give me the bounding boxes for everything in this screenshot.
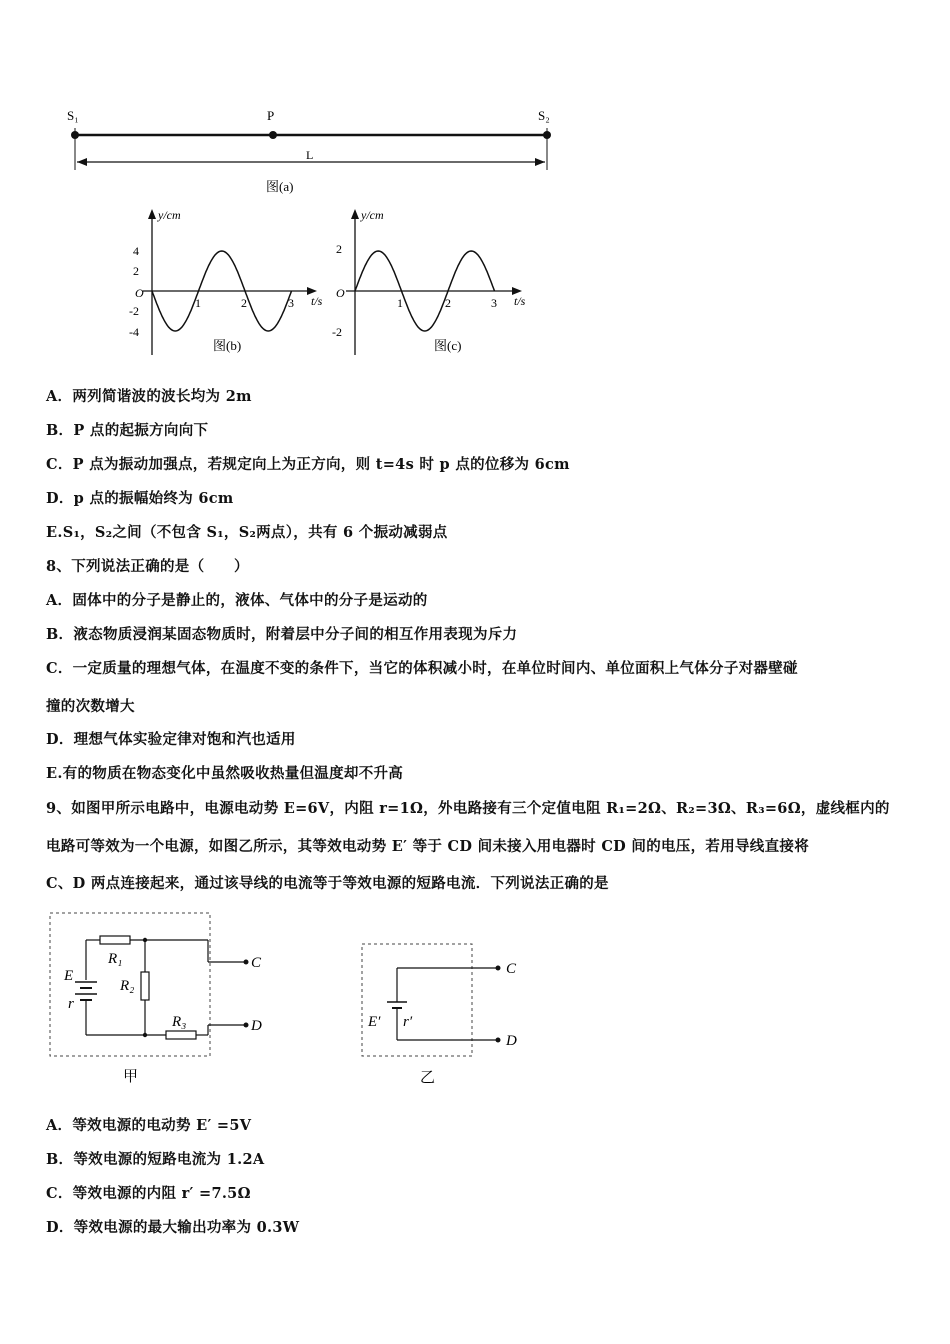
- terminal-c: [496, 966, 501, 971]
- t-axis-label: t/s: [514, 294, 526, 308]
- q9-option-d: D．等效电源的最大输出功率为 0.3W: [46, 1219, 300, 1236]
- figure-c-caption: 图(c): [434, 338, 462, 353]
- circuit-yi: [358, 940, 538, 1090]
- y-tick-label: -4: [129, 325, 139, 339]
- y-axis-label: y/cm: [361, 208, 384, 222]
- c-label: C: [251, 955, 262, 971]
- resistor-r1: [100, 936, 130, 944]
- q9-option-b: B．等效电源的短路电流为 1.2A: [46, 1151, 265, 1168]
- q7-option-c: C．P 点为振动加强点，若规定向上为正方向，则 t=4s 时 p 点的位移为 6cm: [46, 456, 570, 473]
- q8-option-c-cont: 撞的次数增大: [46, 698, 135, 715]
- q7-option-b: B．P 点的起振方向向下: [46, 422, 209, 439]
- t-axis-label: t/s: [311, 294, 323, 308]
- q9-option-c: C．等效电源的内阻 r′ =7.5Ω: [46, 1185, 251, 1202]
- r1-label: R₁: [108, 951, 123, 967]
- circuit-jia-caption: 甲: [123, 1069, 139, 1085]
- resistor-r3: [166, 1031, 196, 1039]
- figure-b-caption: 图(b): [213, 338, 242, 353]
- t-tick-label: 2: [445, 296, 451, 310]
- q7-option-a: A．两列简谐波的波长均为 2m: [46, 388, 252, 405]
- y-tick-label: 2: [133, 264, 139, 278]
- e-prime-label: E′: [368, 1014, 381, 1030]
- y-tick-label: 2: [336, 242, 342, 256]
- resistor-r2: [141, 972, 149, 1000]
- d-label: D: [506, 1033, 517, 1049]
- y-tick-label: -2: [129, 304, 139, 318]
- q8-option-d: D．理想气体实验定律对饱和汽也适用: [46, 731, 296, 748]
- r-prime-label: r′: [403, 1014, 413, 1030]
- c-label: C: [506, 961, 517, 977]
- s1-label: S₁: [67, 108, 79, 123]
- e-label: E: [64, 968, 74, 984]
- y-tick-label: -2: [332, 325, 342, 339]
- q9-stem-line: 电路可等效为一个电源，如图乙所示，其等效电动势 E′ 等于 CD 间未接入用电器时 CD 间的电压，若用导线直接将: [46, 838, 809, 855]
- q7-option-d: D．p 点的振幅始终为 6cm: [46, 490, 234, 507]
- q8-option-a: A．固体中的分子是静止的，液体、气体中的分子是运动的: [46, 592, 428, 609]
- length-label: L: [306, 148, 314, 162]
- terminal-c: [244, 960, 249, 965]
- q7-option-e: E.S₁，S₂之间（不包含 S₁，S₂两点），共有 6 个振动减弱点: [46, 524, 448, 541]
- q9-option-a: A．等效电源的电动势 E′ =5V: [46, 1117, 252, 1134]
- y-tick-label: 4: [133, 244, 139, 258]
- origin-label: O: [336, 286, 345, 300]
- origin-label: O: [135, 286, 144, 300]
- y-axis-label: y/cm: [158, 208, 181, 222]
- figure-a-caption: 图(a): [266, 179, 294, 194]
- p-label: P: [267, 108, 275, 123]
- terminal-d: [244, 1023, 249, 1028]
- circuit-yi-caption: 乙: [420, 1070, 436, 1086]
- t-tick-label: 3: [491, 296, 497, 310]
- r2-label: R₂: [120, 978, 135, 994]
- q8-option-e: E.有的物质在物态变化中虽然吸收热量但温度却不升高: [46, 765, 404, 782]
- terminal-d: [496, 1038, 501, 1043]
- d-label: D: [251, 1018, 262, 1034]
- figure-b: [125, 205, 335, 365]
- q9-stem-line: C、D 两点连接起来，通过该导线的电流等于等效电源的短路电流．下列说法正确的是: [46, 875, 609, 892]
- p-point: [269, 131, 277, 139]
- t-tick-label: 3: [288, 296, 294, 310]
- r-label: r: [68, 996, 74, 1012]
- figure-c: [328, 205, 543, 365]
- figure-a: [60, 100, 570, 200]
- q8-option-b: B．液态物质浸润某固态物质时，附着层中分子间的相互作用表现为斥力: [46, 626, 518, 643]
- s2-label: S₂: [538, 108, 550, 123]
- t-tick-label: 1: [397, 296, 403, 310]
- dashed-box: [362, 944, 472, 1056]
- r3-label: R₃: [172, 1014, 187, 1030]
- t-tick-label: 1: [195, 296, 201, 310]
- q9-stem-line: 9、如图甲所示电路中，电源电动势 E=6V，内阻 r=1Ω，外电路接有三个定值电阻 R₁=2Ω、R₂=3Ω、R₃=6Ω，虚线框内的: [46, 800, 890, 817]
- q8-option-c: C．一定质量的理想气体，在温度不变的条件下，当它的体积减小时，在单位时间内、单位面积上气体分子对器壁碰: [46, 660, 798, 677]
- q8-stem: 8、下列说法正确的是（ ）: [46, 558, 249, 575]
- t-tick-label: 2: [241, 296, 247, 310]
- circuit-jia: [48, 910, 288, 1090]
